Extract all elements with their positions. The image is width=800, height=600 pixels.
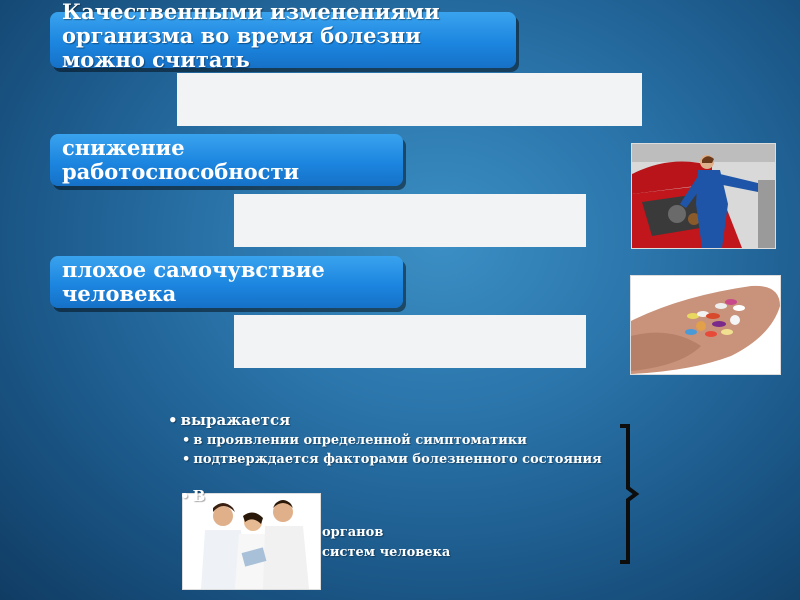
title-line-3: можно считать [62, 47, 250, 73]
bullet-dot: • [168, 411, 178, 429]
bullet-in [180, 487, 205, 505]
banner-2-line-1: снижение [62, 135, 185, 160]
bullet-text: в проявлении определенной симптоматики [193, 433, 527, 448]
bullet-symptoms [182, 433, 527, 448]
bullet-dot: • [182, 433, 191, 448]
bullet-text: органов [322, 525, 384, 540]
answer-box-2[interactable] [234, 194, 586, 247]
doctors-illustration [183, 494, 320, 589]
bracket-icon [600, 420, 650, 570]
pills-illustration [631, 276, 780, 374]
bullet-systems [322, 545, 450, 560]
bullet-organs [322, 525, 383, 540]
title-line-2: организма во время болезни [62, 23, 421, 49]
mechanic-illustration [632, 144, 775, 248]
banner-2-line-2: работоспособности [62, 159, 300, 185]
banner-3-line-1: плохое самочувствие [62, 257, 325, 282]
bullet-text: систем человека [322, 545, 451, 560]
doctors-photo [182, 493, 321, 590]
answer-box-3[interactable] [234, 315, 586, 368]
banner-work-capacity [50, 134, 403, 186]
bullet-text: В [192, 487, 206, 505]
pills-photo [630, 275, 781, 375]
bullet-dot: • [180, 487, 190, 505]
mechanic-photo [631, 143, 776, 249]
banner-3-line-2: человека [62, 281, 177, 307]
title-banner [50, 0, 516, 73]
title-line-1: Качественными изменениями [62, 0, 440, 24]
bullet-factors [182, 452, 602, 467]
bullet-dot: • [182, 452, 191, 467]
bullet-expresses [168, 411, 290, 429]
bullet-text: выражается [180, 411, 291, 429]
banner-wellbeing [50, 256, 403, 308]
answer-box-1[interactable] [177, 73, 642, 126]
bullet-text: подтверждается факторами болезненного состояния [193, 452, 602, 467]
